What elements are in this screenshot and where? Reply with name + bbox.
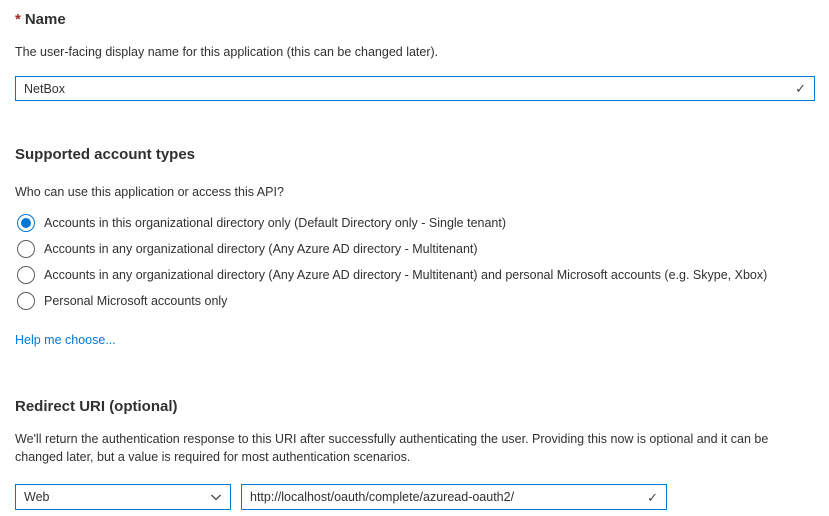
- radio-option-personal-only[interactable]: [15, 288, 815, 314]
- radio-option-multitenant[interactable]: [15, 236, 815, 262]
- radio-icon: [17, 292, 35, 310]
- account-types-radio-group: [15, 210, 815, 314]
- account-types-question: Who can use this application or access this API?: [15, 185, 284, 199]
- radio-dot: [21, 296, 31, 306]
- radio-option-label: Personal Microsoft accounts only: [44, 294, 228, 308]
- redirect-uri-controls: [15, 484, 815, 510]
- chevron-down-icon: [210, 491, 222, 503]
- radio-option-multitenant-personal[interactable]: [15, 262, 815, 288]
- radio-icon: [17, 240, 35, 258]
- redirect-platform-select[interactable]: [15, 484, 231, 510]
- redirect-uri-description: We'll return the authentication response to this URI after successfully authenticating the user. Providing this now is optional and it can be changed later, but a value is required for most authentication scenarios.: [15, 432, 769, 464]
- redirect-uri-input[interactable]: [250, 490, 639, 504]
- redirect-uri-field: [241, 484, 667, 510]
- radio-option-single-tenant[interactable]: [15, 210, 815, 236]
- redirect-platform-value: Web: [24, 490, 50, 504]
- redirect-uri-heading: Redirect URI (optional): [15, 398, 178, 415]
- name-description: The user-facing display name for this application (this can be changed later).: [15, 45, 439, 59]
- radio-option-label: Accounts in any organizational directory (Any Azure AD directory - Multitenant): [44, 242, 478, 256]
- radio-option-label: Accounts in this organizational directory only (Default Directory only - Single tenant): [44, 216, 507, 230]
- radio-dot: [21, 244, 31, 254]
- radio-dot: [21, 270, 31, 280]
- name-section-heading: [15, 10, 815, 30]
- radio-icon: [17, 214, 35, 232]
- name-heading-text: Name: [24, 11, 66, 28]
- valid-check-icon: ✓: [647, 489, 658, 505]
- radio-option-label: Accounts in any organizational directory (Any Azure AD directory - Multitenant) and personal Microsoft accounts (e.g. Skype, Xbox): [44, 268, 768, 282]
- radio-icon: [17, 266, 35, 284]
- valid-check-icon: ✓: [795, 81, 806, 96]
- required-asterisk: *: [15, 11, 21, 28]
- help-me-choose-link[interactable]: Help me choose...: [15, 333, 116, 347]
- radio-dot: [21, 218, 31, 228]
- name-field: [15, 76, 815, 101]
- name-input[interactable]: [24, 82, 787, 96]
- account-types-heading: Supported account types: [15, 146, 196, 163]
